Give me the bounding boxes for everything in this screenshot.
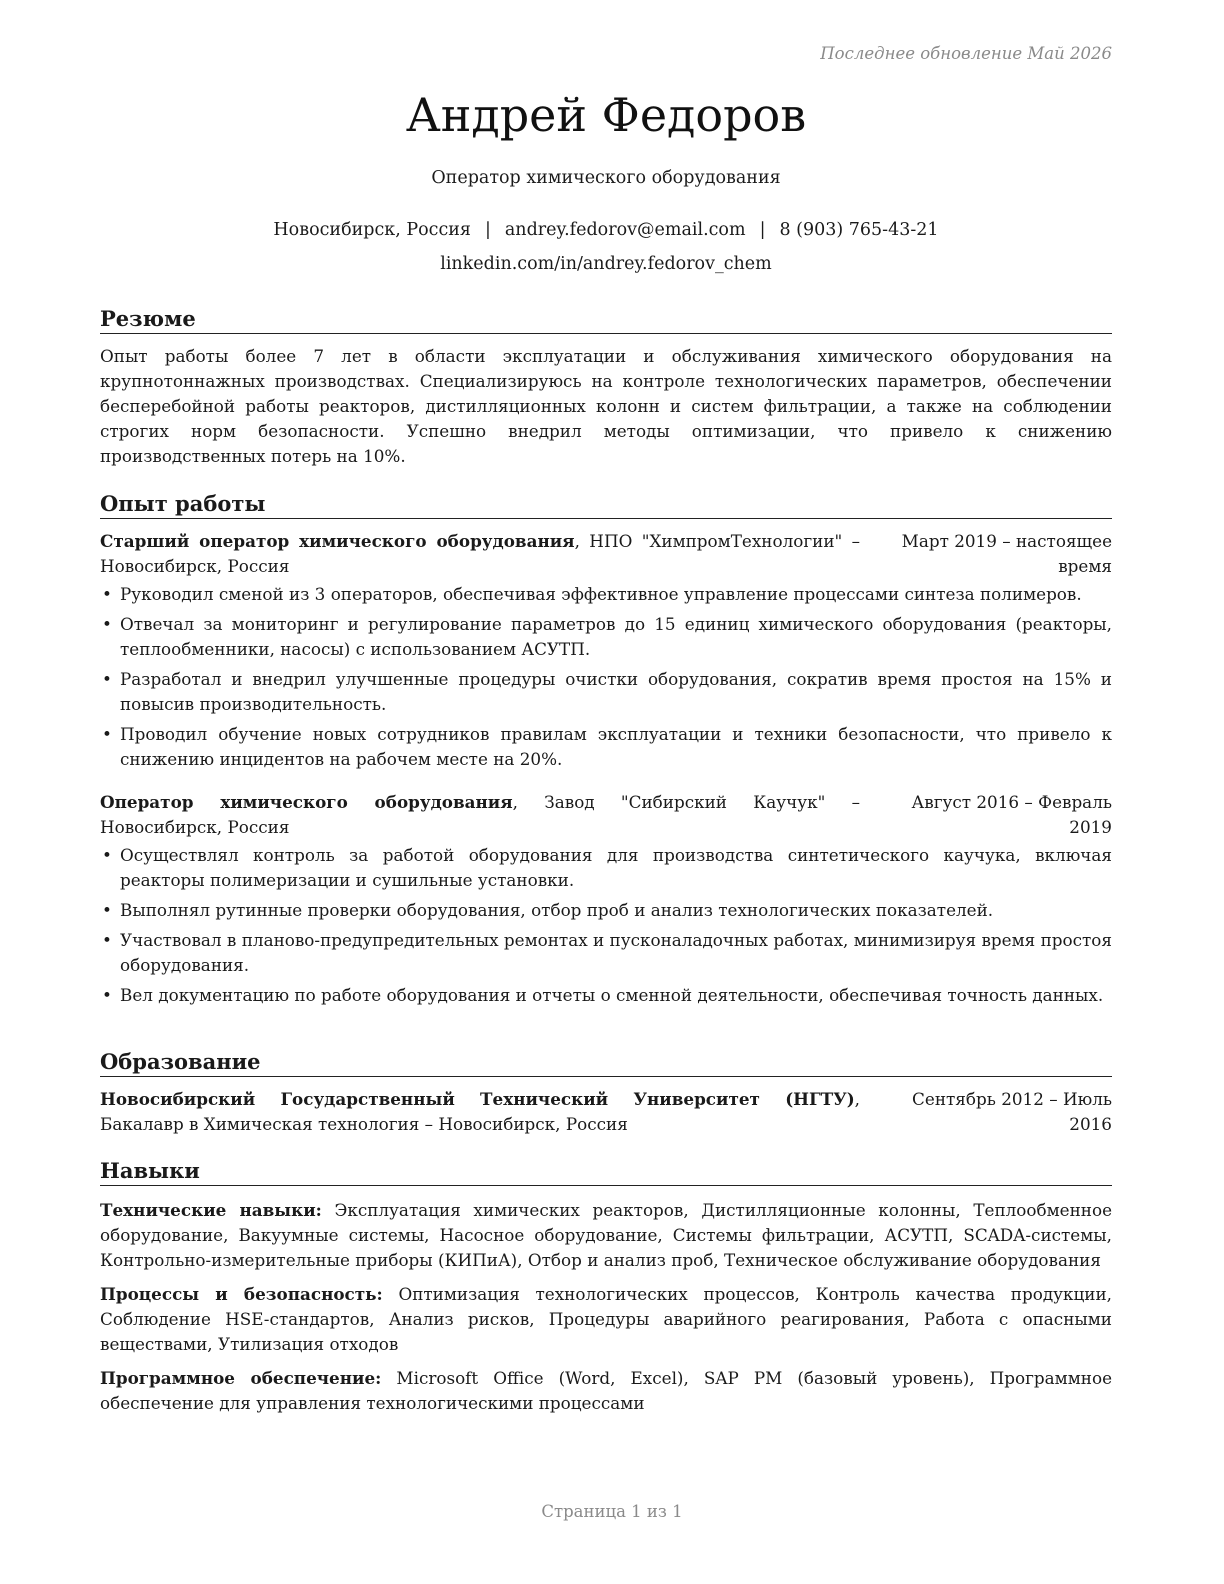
skill-group: Технические навыки: Эксплуатация химических реакторов, Дистилляционные колонны, Теплообменное оборудование, Вакуумные системы, Насосное оборудование, Системы фильтрации, АСУТП, SCADA-системы, Контрольно-измерительные приборы (КИПиА), Отбор и анализ проб, Техническое обслуживание оборудования <box>100 1200 1112 1270</box>
last-updated: Последнее обновление Май 2026 <box>820 44 1112 63</box>
job-dates: Август 2016 – Февраль 2019 <box>911 792 1112 837</box>
list-item: • Проводил обучение новых сотрудников правилам эксплуатации и техники безопасности, что привело к снижению инцидентов на рабочем месте на 20%. <box>102 724 1112 769</box>
list-item: • Осуществлял контроль за работой оборудования для производства синтетического каучука, включая реакторы полимеризации и сушильные установки. <box>102 845 1112 890</box>
section-title: Навыки <box>100 1158 1112 1186</box>
institution: Новосибирский Государственный Технический Университет (НГТУ) <box>100 1089 855 1109</box>
summary-text: Опыт работы более 7 лет в области эксплуатации и обслуживания химического оборудования на крупнотоннажных производствах. Специализируюсь на контроле технологических параметров, обеспечении бесперебойной работы реакторов, дистилляционных колонн и систем фильтрации, а также на соблюдении строгих норм безопасности. Успешно внедрил методы оптимизации, что привело к снижению производственных потерь на 10%. <box>100 346 1112 466</box>
list-item: • Отвечал за мониторинг и регулирование параметров до 15 единиц химического оборудования (реакторы, теплообменники, насосы) с использованием АСУТП. <box>102 614 1112 659</box>
location: Новосибирск, Россия <box>273 220 471 240</box>
email-link[interactable]: andrey.fedorov@email.com <box>504 220 746 240</box>
candidate-name: Андрей Федоров <box>405 88 807 142</box>
list-item: • Вел документацию по работе оборудования и отчеты о сменной деятельности, обеспечивая точность данных. <box>102 985 1104 1005</box>
list-item: • Участвовал в планово-предупредительных ремонтах и пусконаладочных работах, минимизируя время простоя оборудования. <box>102 930 1112 975</box>
education-dates: Сентябрь 2012 – Июль 2016 <box>912 1089 1112 1134</box>
phone: 8 (903) 765-43-21 <box>779 220 939 240</box>
skills-section <box>100 1158 1112 1425</box>
summary-section <box>100 306 1112 469</box>
section-title: Резюме <box>100 306 1112 334</box>
job-title: Старший оператор химического оборудования <box>100 531 575 551</box>
skill-group: Программное обеспечение: Microsoft Office (Word, Excel), SAP PM (базовый уровень), Программное обеспечение для управления технологическими процессами <box>100 1368 1112 1413</box>
job-company: , Завод "Сибирский Каучук" – Новосибирск, Россия <box>100 792 860 837</box>
skill-group: Процессы и безопасность: Оптимизация технологических процессов, Контроль качества продукции, Соблюдение HSE-стандартов, Анализ рисков, Процедуры аварийного реагирования, Работа с опасными веществами, Утилизация отходов <box>100 1284 1113 1354</box>
job-title: Оператор химического оборудования <box>100 792 513 812</box>
separator: | <box>759 220 766 240</box>
section-title: Образование <box>100 1049 1112 1077</box>
list-item: • Разработал и внедрил улучшенные процедуры очистки оборудования, сократив время простоя на 15% и повысив производительность. <box>102 669 1112 714</box>
job-dates: Март 2019 – настоящее время <box>901 531 1112 576</box>
section-title: Опыт работы <box>100 491 1112 519</box>
linkedin-link[interactable]: linkedin.com/in/andrey.fedorov_chem <box>440 254 772 274</box>
list-item: • Выполнял рутинные проверки оборудования, отбор проб и анализ технологических показателей. <box>102 900 994 920</box>
candidate-role: Оператор химического оборудования <box>431 168 781 188</box>
job-bullets <box>100 582 1112 772</box>
experience-section <box>100 491 1112 1013</box>
list-item: • Руководил сменой из 3 операторов, обеспечивая эффективное управление процессами синтеза полимеров. <box>102 584 1082 604</box>
job-entry <box>100 529 1112 772</box>
separator: | <box>484 220 491 240</box>
contact-line <box>100 220 1112 240</box>
education-section <box>100 1049 1112 1137</box>
job-company: , НПО "ХимпромТехнологии" – Новосибирск, Россия <box>100 531 861 576</box>
job-entry <box>100 790 1112 1008</box>
page-number: Страница 1 из 1 <box>541 1502 683 1521</box>
degree: , Бакалавр в Химическая технология – Новосибирск, Россия <box>100 1089 860 1134</box>
job-bullets <box>100 843 1112 1008</box>
